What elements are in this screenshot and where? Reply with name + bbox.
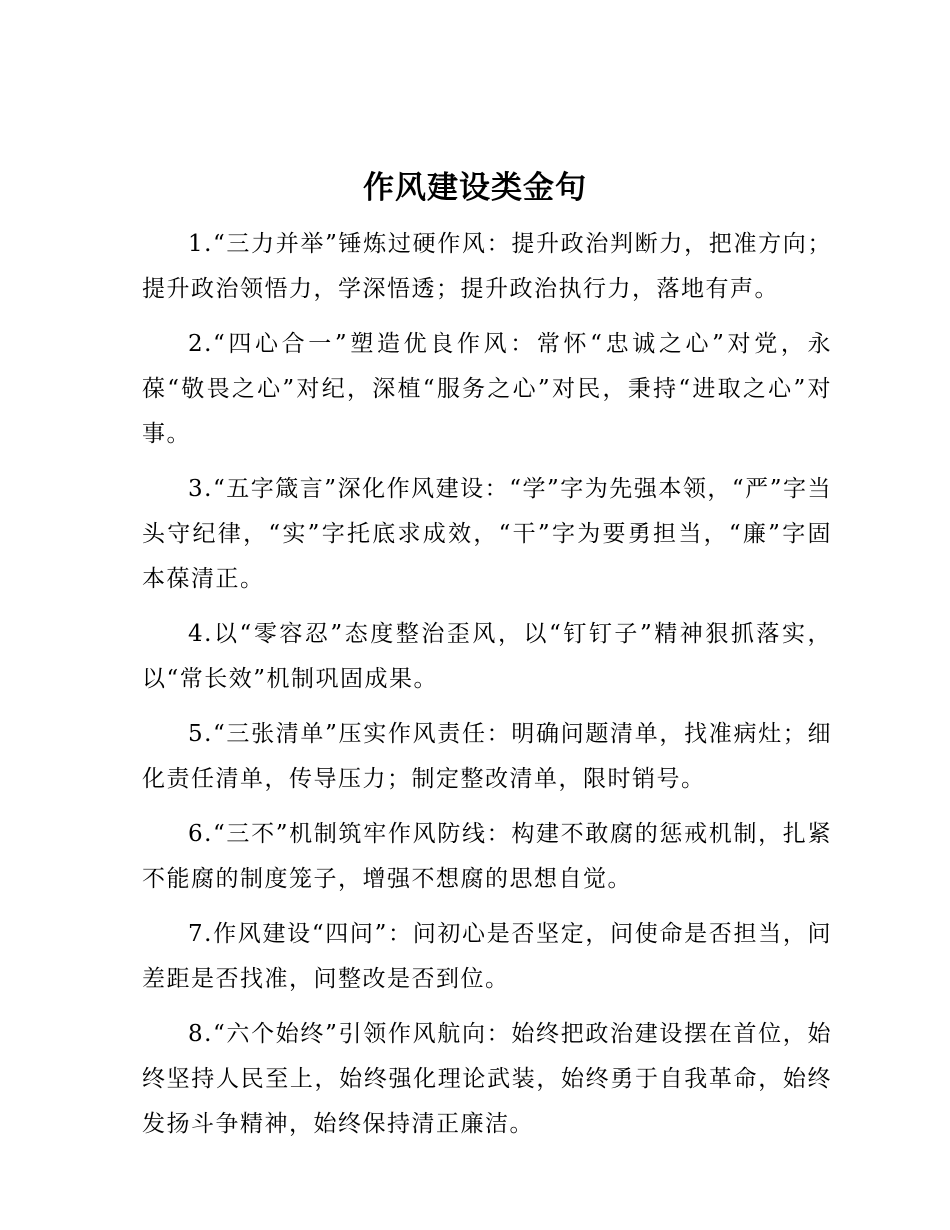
paragraph-2: 2.“四心合一”塑造优良作风：常怀“忠诚之心”对党，永葆“敬畏之心”对纪，深植“服务之心”对民，秉持“进取之心”对事。 [142,331,832,447]
paragraph-8: 8.“六个始终”引领作风航向：始终把政治建设摆在首位，始终坚持人民至上，始终强化理论武装，始终勇于自我革命，始终发扬斗争精神，始终保持清正廉洁。 [142,1021,832,1137]
paragraph-7: 7.作风建设“四问”：问初心是否坚定，问使命是否担当，问差距是否找准，问整改是否到位。 [142,921,832,992]
paragraph-1: 1.“三力并举”锤炼过硬作风：提升政治判断力，把准方向；提升政治领悟力，学深悟透；提升政治执行力，落地有声。 [142,231,832,302]
paragraph-6: 6.“三不”机制筑牢作风防线：构建不敢腐的惩戒机制，扎紧不能腐的制度笼子，增强不想腐的思想自觉。 [142,821,832,892]
document-title: 作风建设类金句 [363,170,587,206]
document-body [142,222,832,1157]
paragraph-5: 5.“三张清单”压实作风责任：明确问题清单，找准病灶；细化责任清单，传导压力；制定整改清单，限时销号。 [142,721,832,792]
paragraph-3: 3.“五字箴言”深化作风建设：“学”字为先强本领，“严”字当头守纪律，“实”字托底求成效，“干”字为要勇担当，“廉”字固本葆清正。 [142,476,832,592]
paragraph-4: 4.以“零容忍”态度整治歪风，以“钉钉子”精神狠抓落实，以“常长效”机制巩固成果。 [142,621,832,692]
